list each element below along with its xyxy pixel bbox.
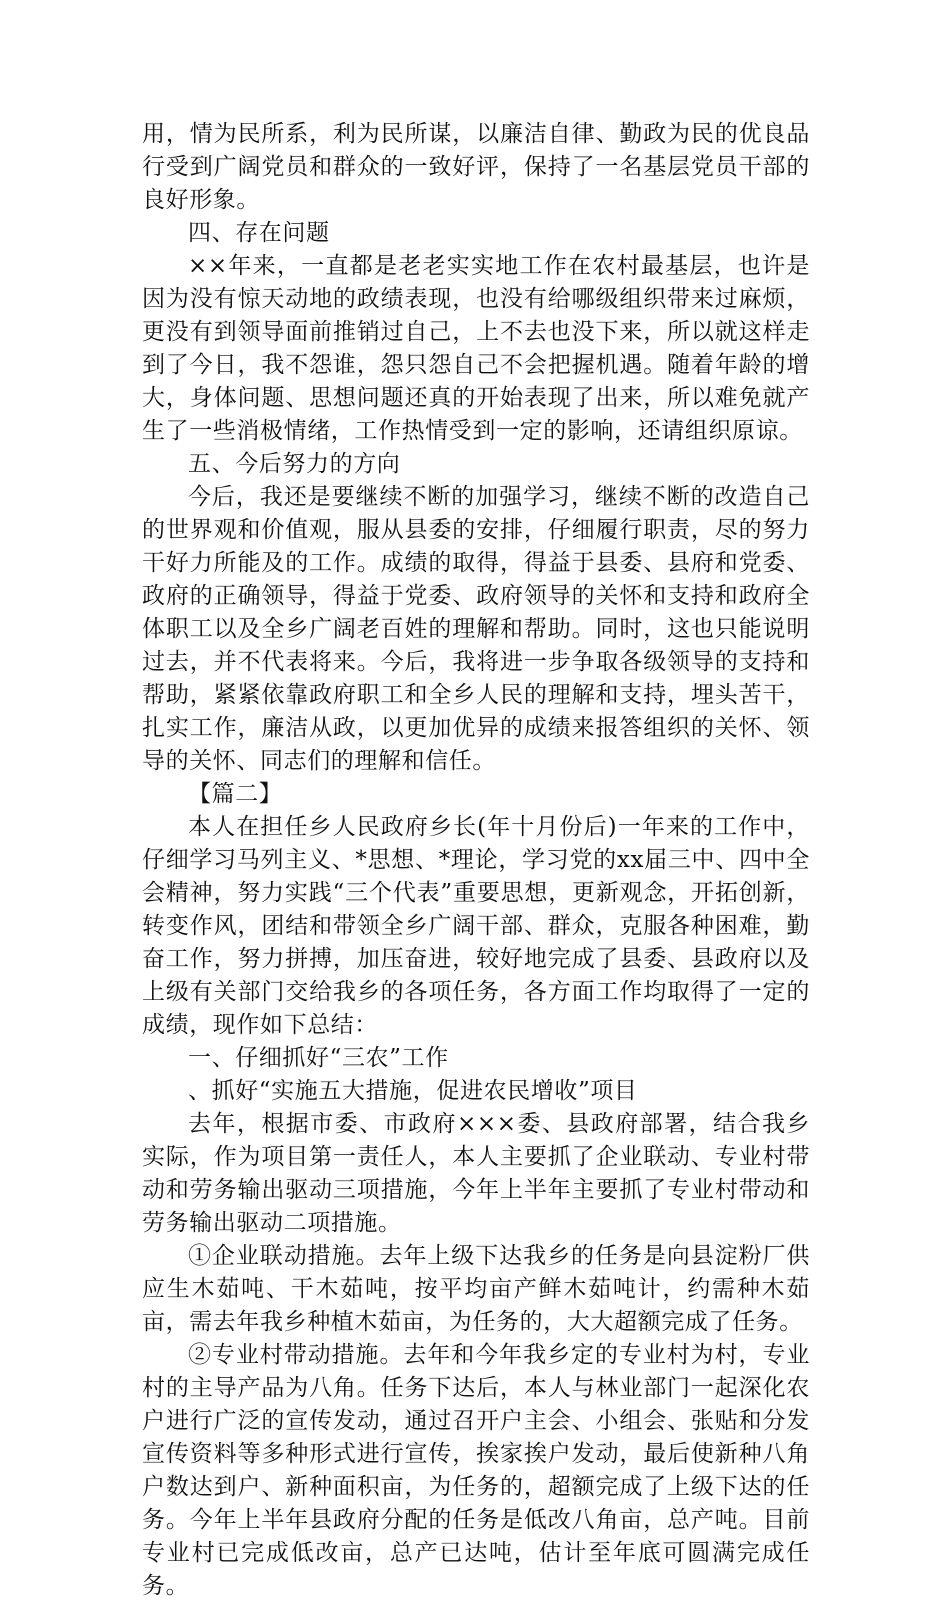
- paragraph-future-direction: 今后，我还是要继续不断的加强学习，继续不断的改造自己的世界观和价值观，服从县委的安排，仔细履行职责，尽的努力干好力所能及的工作。成绩的取得，得益于县委、县府和党委、政府的正确领导，得益于党委、政府领导的关怀和支持和政府全体职工以及全乡广阔老百姓的理解和帮助。同时，这也只能说明过去，并不代表将来。今后，我将进一步争取各级领导的支持和帮助，紧紧依靠政府职工和全乡人民的理解和支持，埋头苦干，扎实工作，廉洁从政，以更加优异的成绩来报答组织的关怀、领导的关怀、同志们的理解和信任。: [142, 484, 810, 774]
- heading-three-agriculture: 一、仔细抓好“三农”工作: [188, 1045, 449, 1071]
- heading-part-two: 【篇二】: [188, 781, 283, 807]
- paragraph-specialty-village: ②专业村带动措施。去年和今年我乡定的专业村为村，专业村的主导产品为八角。任务下达后，本人与林业部门一起深化农户进行广泛的宣传发动，通过召开户主会、小组会、张贴和分发宣传资料等多种形式进行宣传，挨家挨户发动，最后使新种八角户数达到户、新种面积亩，为任务的，超额完成了上级下达的任务。今年上半年县政府分配的任务是低改八角亩，总产吨。目前专业村已完成低改亩，总产已达吨，估计至年底可圆满完成任务。: [142, 1342, 810, 1599]
- paragraph-last-year: 去年，根据市委、市政府×××委、县政府部署，结合我乡实际，作为项目第一责任人，本人主要抓了企业联动、专业村带动和劳务输出驱动三项措施，今年上半年主要抓了专业村带动和劳务输出驱动二项措施。: [142, 1111, 810, 1236]
- paragraph-existing-problems: ××年来，一直都是老老实实地工作在农村最基层，也许是因为没有惊天动地的政绩表现，也没有给哪级组织带来过麻烦，更没有到领导面前推销过自己，上不去也没下来，所以就这样走到了今日，我不怨谁，怨只怨自己不会把握机遇。随着年龄的增大，身体问题、思想问题还真的开始表现了出来，所以难免就产生了一些消极情绪，工作热情受到一定的影响，还请组织原谅。: [142, 253, 810, 444]
- paragraph-enterprise-linkage: ①企业联动措施。去年上级下达我乡的任务是向县淀粉厂供应生木茹吨、干木茹吨，按平均亩产鲜木茹吨计，约需种木茹亩，需去年我乡种植木茹亩，为任务的，大大超额完成了任务。: [142, 1243, 810, 1335]
- subheading-five-measures: 、抓好“实施五大措施，促进农民增收”项目: [188, 1078, 638, 1104]
- heading-future-direction: 五、今后努力的方向: [188, 451, 401, 477]
- paragraph-closing-prev-section: 用，情为民所系，利为民所谋，以廉洁自律、勤政为民的优良品行受到广阔党员和群众的一致好评，保持了一名基层党员干部的良好形象。: [142, 121, 810, 213]
- heading-existing-problems: 四、存在问题: [188, 220, 330, 246]
- document-body: [142, 118, 810, 1603]
- paragraph-part-two-intro: 本人在担任乡人民政府乡长(年十月份后)一年来的工作中，仔细学习马列主义、*思想、*理论，学习党的xx届三中、四中全会精神，努力实践“三个代表”重要思想，更新观念，开拓创新，转变作风，团结和带领全乡广阔干部、群众，克服各种困难，勤奋工作，努力拼搏，加压奋进，较好地完成了县委、县政府以及上级有关部门交给我乡的各项任务，各方面工作均取得了一定的成绩，现作如下总结：: [142, 814, 810, 1038]
